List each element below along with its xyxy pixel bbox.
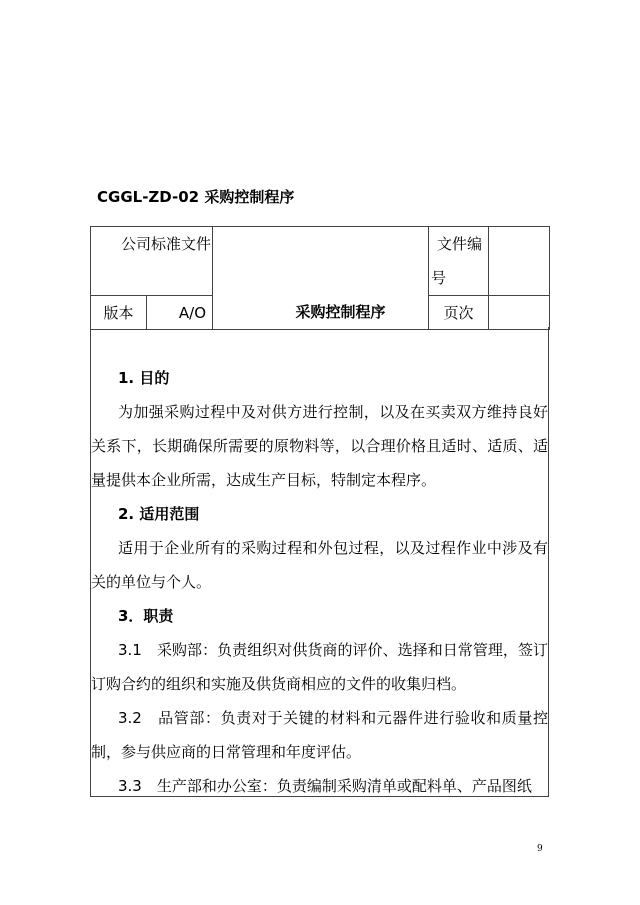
document-body bbox=[90, 327, 549, 797]
page-label-cell bbox=[429, 296, 489, 330]
page-label: 页次 bbox=[443, 304, 474, 322]
version-value-cell bbox=[147, 296, 213, 330]
version-label-cell bbox=[91, 296, 147, 330]
section-paragraph: 3.2 品管部：负责对于关键的材料和元器件进行验收和质量控制，参与供应商的日常管理和年度评估。 bbox=[91, 709, 548, 761]
document-name-cell bbox=[213, 227, 429, 330]
document-name: 采购控制程序 bbox=[295, 303, 386, 321]
section-paragraph: 3.1 采购部：负责组织对供货商的评价、选择和日常管理，签订订购合约的组织和实施及供货商相应的文件的收集归档。 bbox=[91, 641, 548, 693]
company-standard-label: 公司标准文件 bbox=[121, 235, 212, 253]
document-header-table bbox=[90, 226, 550, 330]
company-standard-cell bbox=[91, 227, 213, 296]
section-paragraph: 3.3 生产部和办公室：负责编制采购清单或配料单、产品图纸 bbox=[118, 777, 532, 795]
section-heading: 3．职责 bbox=[118, 607, 174, 625]
document-number-label: 文件编号 bbox=[431, 235, 483, 287]
document-title: CGGL-ZD-02 采购控制程序 bbox=[97, 188, 295, 206]
document-number-value-cell bbox=[489, 227, 550, 296]
body-content bbox=[91, 361, 549, 797]
section-heading: 1. 目的 bbox=[118, 369, 170, 387]
version-label: 版本 bbox=[103, 304, 134, 322]
page-value-cell bbox=[489, 296, 550, 330]
section-heading: 2. 适用范围 bbox=[118, 505, 200, 523]
version-value: A/O bbox=[178, 303, 207, 322]
section-paragraph: 为加强采购过程中及对供方进行控制，以及在买卖双方维持良好关系下，长期确保所需要的原物料等，以合理价格且适时、适质、适量提供本企业所需，达成生产目标，特制定本程序。 bbox=[91, 403, 548, 489]
page-number: 9 bbox=[537, 844, 543, 854]
section-paragraph: 适用于企业所有的采购过程和外包过程，以及过程作业中涉及有关的单位与个人。 bbox=[91, 539, 548, 591]
document-number-label-cell bbox=[429, 227, 489, 296]
